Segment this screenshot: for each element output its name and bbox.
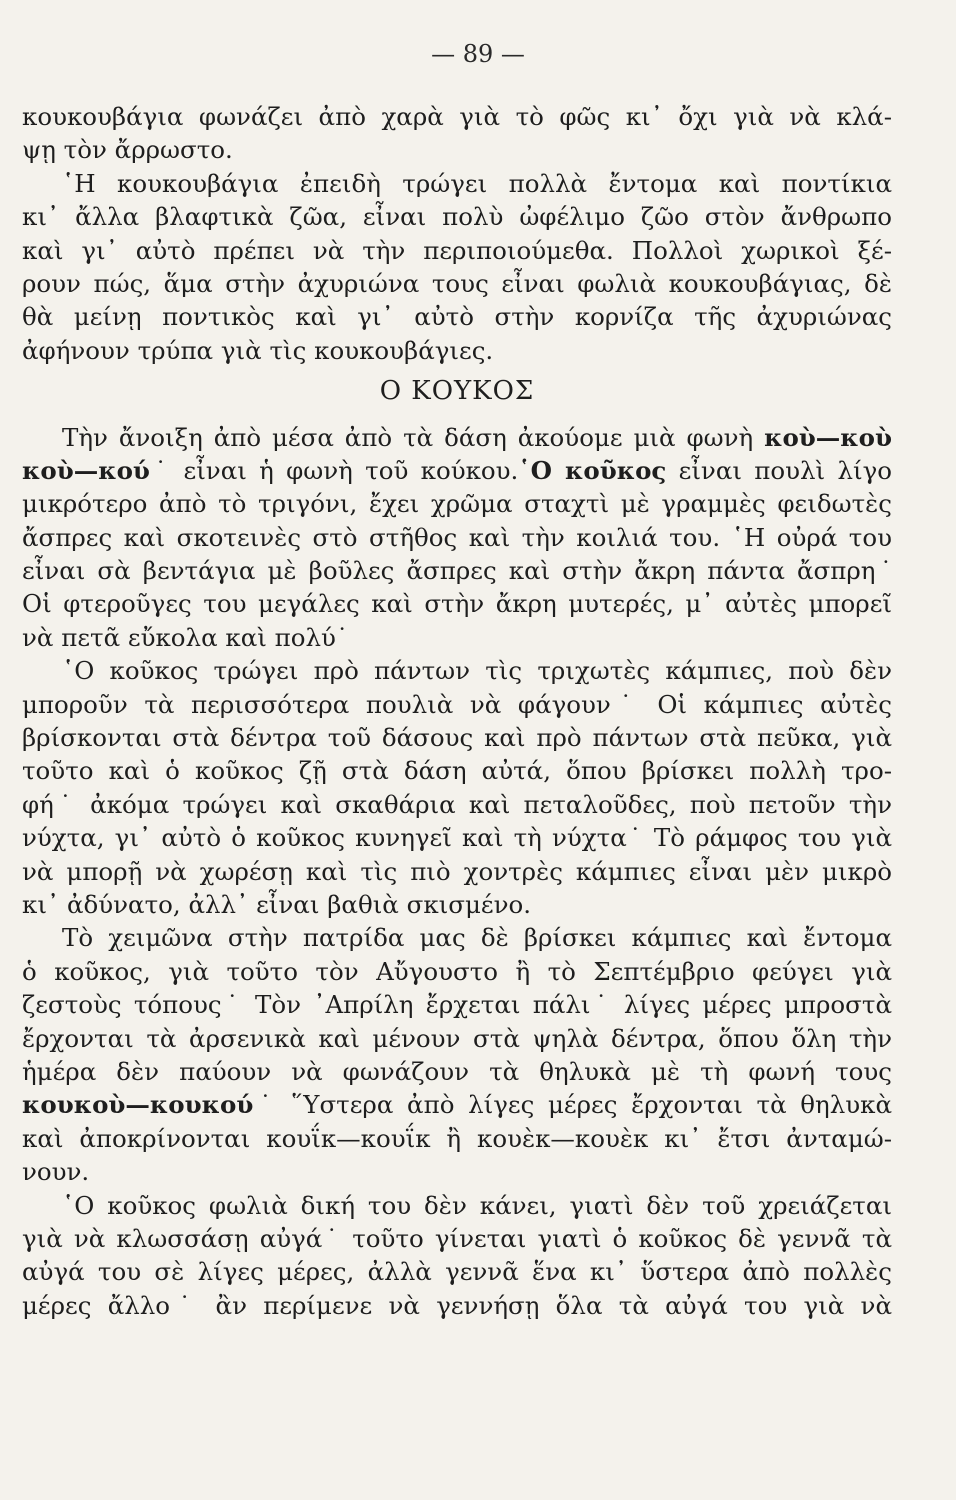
text-line: καὶ γι᾽ αὐτὸ πρέπει νὰ τὴν περιποιούμεθα. Πολλοὶ χωρικοὶ ξέ- bbox=[22, 235, 892, 265]
text-line: Τὸ χειμῶνα στὴν πατρίδα μας δὲ βρίσκει κάμπιες καὶ ἔντομα bbox=[62, 923, 892, 953]
text-line: νουν. bbox=[22, 1157, 90, 1187]
text-run: Τὴν ἄνοιξη ἀπὸ μέσα ἀπὸ τὰ δάση ἀκούομε μιὰ φωνὴ bbox=[62, 422, 765, 452]
page-number: — 89 — bbox=[431, 40, 525, 68]
section-heading: Ο ΚΟΥΚΟΣ bbox=[379, 376, 535, 407]
text-line: ῾Ο κοῦκος φωλιὰ δική του δὲν κάνει, γιατὶ δὲν τοῦ χρειάζεται bbox=[62, 1190, 892, 1220]
bold-term: κουκοὺ—κουκού bbox=[22, 1090, 254, 1120]
text-line: βρίσκονται στὰ δέντρα τοῦ δάσους καὶ πρὸ πάντων στὰ πεῦκα, γιὰ bbox=[22, 723, 892, 753]
body-text bbox=[22, 100, 892, 1322]
bold-term: κοὺ—κού bbox=[22, 455, 150, 485]
bold-term: ῾Ο κοῦκος bbox=[518, 455, 667, 485]
text-line bbox=[22, 454, 892, 487]
text-line: ἡμέρα δὲν παύουν νὰ φωνάζουν τὰ θηλυκὰ μὲ τὴ φωνή τους bbox=[22, 1056, 892, 1086]
text-line: γιὰ νὰ κλωσσάσῃ αὐγά˙ τοῦτο γίνεται γιατὶ ὁ κοῦκος δὲ γεννᾶ τὰ bbox=[22, 1223, 892, 1253]
text-line: ἀφήνουν τρύπα γιὰ τὶς κουκουβάγιες. bbox=[22, 335, 494, 365]
text-line bbox=[22, 1088, 892, 1121]
text-line: ἔρχονται τὰ ἀρσενικὰ καὶ μένουν στὰ ψηλὰ δέντρα, ὅπου ὅλη τὴν bbox=[22, 1023, 892, 1053]
text-line: φή˙ ἀκόμα τρώγει καὶ σκαθάρια καὶ πεταλοῦδες, ποὺ πετοῦν τὴν bbox=[22, 789, 892, 819]
text-line: νύχτα, γι᾽ αὐτὸ ὁ κοῦκος κυνηγεῖ καὶ τὴ νύχτα˙ Τὸ ράμφος του γιὰ bbox=[22, 823, 892, 853]
text-line: ρουν πώς, ἅμα στὴν ἀχυριώνα τους εἶναι φωλιὰ κουκουβάγιας, δὲ bbox=[22, 268, 892, 298]
text-line: τοῦτο καὶ ὁ κοῦκος ζῇ στὰ δάση αὐτά, ὅπου βρίσκει πολλὴ τρο- bbox=[22, 756, 892, 786]
text-line: ψῃ τὸν ἄρρωστο. bbox=[22, 135, 233, 165]
text-line: καὶ ἀποκρίνονται κουΐκ—κουΐκ ἢ κουὲκ—κουὲκ κι᾽ ἔτσι ἀνταμώ- bbox=[22, 1123, 892, 1153]
text-line: Οἱ φτεροῦγες του μεγάλες καὶ στὴν ἄκρη μυτερές, μ᾽ αὐτὲς μπορεῖ bbox=[22, 589, 892, 619]
text-line: νὰ μπορῇ νὰ χωρέσῃ καὶ τὶς πιὸ χοντρὲς κάμπιες εἶναι μὲν μικρὸ bbox=[22, 856, 892, 886]
text-line: αὐγά του σὲ λίγες μέρες, ἀλλὰ γεννᾶ ἕνα κι᾽ ὕστερα ἀπὸ πολλὲς bbox=[22, 1257, 892, 1287]
text-line: νὰ πετᾶ εὔκολα καὶ πολύ˙ bbox=[22, 622, 349, 652]
text-line: ζεστοὺς τόπους˙ Τὸν ᾿Απρίλη ἔρχεται πάλι˙ λίγες μέρες μπροστὰ bbox=[22, 990, 892, 1020]
text-line: κι᾽ ἄλλα βλαφτικὰ ζῶα, εἶναι πολὺ ὠφέλιμο ζῶο στὸν ἄνθρωπο bbox=[22, 202, 892, 232]
text-line: κουκουβάγια φωνάζει ἀπὸ χαρὰ γιὰ τὸ φῶς κι᾽ ὄχι γιὰ νὰ κλά- bbox=[22, 102, 892, 131]
bold-term: κοὺ—κοὺ bbox=[764, 422, 892, 452]
text-line: εἶναι σὰ βεντάγια μὲ βοῦλες ἄσπρες καὶ στὴν ἄκρη πάντα ἄσπρη˙ bbox=[22, 556, 892, 586]
text-run: ˙ ῞Υστερα ἀπὸ λίγες μέρες ἔρχονται τὰ θηλυκὰ bbox=[253, 1090, 892, 1120]
text-run: ˙ εἶναι ἡ φωνὴ τοῦ κούκου. bbox=[149, 455, 519, 485]
text-line: ἄσπρες καὶ σκοτεινὲς στὸ στῆθος καὶ τὴν κοιλιά του. ῾Η οὐρά του bbox=[22, 522, 892, 552]
text-line bbox=[22, 421, 892, 454]
text-line: μικρότερο ἀπὸ τὸ τριγόνι, ἔχει χρῶμα σταχτὶ μὲ γραμμὲς φειδωτὲς bbox=[22, 489, 892, 519]
text-line: κι᾽ ἀδύνατο, ἀλλ᾽ εἶναι βαθιὰ σκισμένο. bbox=[22, 889, 532, 919]
text-line: ῾Η κουκουβάγια ἐπειδὴ τρώγει πολλὰ ἔντομα καὶ ποντίκια bbox=[62, 168, 892, 198]
text-line: μέρες ἄλλο˙ ἂν περίμενε νὰ γεννήσῃ ὅλα τὰ αὐγά του γιὰ νὰ bbox=[22, 1290, 892, 1320]
text-line: ῾Ο κοῦκος τρώγει πρὸ πάντων τὶς τριχωτὲς κάμπιες, ποὺ δὲν bbox=[62, 656, 892, 686]
text-run: εἶναι πουλὶ λίγο bbox=[666, 455, 892, 485]
text-line: μποροῦν τὰ περισσότερα πουλιὰ νὰ φάγουν˙ Οἱ κάμπιες αὐτὲς bbox=[22, 689, 892, 719]
text-line: θὰ μείνῃ ποντικὸς καὶ γι᾽ αὐτὸ στὴν κορνίζα τῆς ἀχυριώνας bbox=[22, 302, 892, 332]
text-line: ὁ κοῦκος, γιὰ τοῦτο τὸν Αὔγουστο ἢ τὸ Σεπτέμβριο φεύγει γιὰ bbox=[22, 956, 892, 986]
